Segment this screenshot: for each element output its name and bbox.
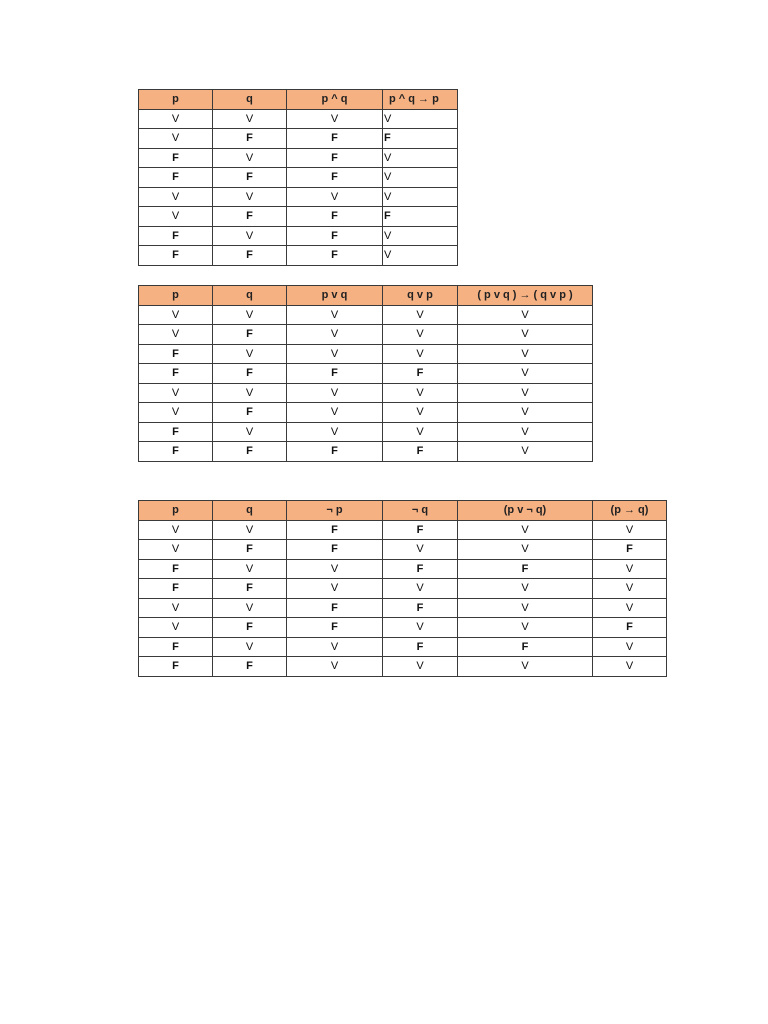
- table-cell: F: [139, 364, 213, 384]
- table-cell: V: [458, 598, 593, 618]
- table-cell: V: [139, 109, 213, 129]
- table-cell: V: [383, 383, 458, 403]
- table-cell: V: [287, 187, 383, 207]
- table-cell: V: [383, 540, 458, 560]
- table-cell: F: [139, 637, 213, 657]
- table-cell: V: [287, 422, 383, 442]
- table-cell: V: [287, 637, 383, 657]
- table-cell: F: [383, 559, 458, 579]
- table-cell: F: [139, 579, 213, 599]
- table-cell: V: [383, 109, 458, 129]
- table-row: [139, 422, 593, 442]
- table-cell: V: [213, 305, 287, 325]
- table-cell: V: [458, 657, 593, 677]
- table-cell: F: [139, 148, 213, 168]
- table-cell: F: [139, 559, 213, 579]
- table-cell: F: [287, 148, 383, 168]
- table-row: [139, 246, 458, 266]
- table-cell: V: [383, 148, 458, 168]
- table-row: [139, 226, 458, 246]
- header-cell: p ^ q → p: [383, 90, 458, 110]
- table-cell: F: [287, 618, 383, 638]
- table-cell: F: [287, 540, 383, 560]
- table-cell: V: [139, 187, 213, 207]
- table-cell: V: [593, 520, 667, 540]
- table-cell: F: [213, 325, 287, 345]
- table-cell: V: [287, 579, 383, 599]
- header-cell: (p → q): [593, 501, 667, 521]
- header-cell: q: [213, 90, 287, 110]
- table-header-row: [139, 286, 593, 306]
- header-cell: (p v ¬ q): [458, 501, 593, 521]
- table-cell: V: [139, 129, 213, 149]
- table-cell: V: [139, 383, 213, 403]
- table-cell: V: [213, 559, 287, 579]
- table-cell: V: [139, 618, 213, 638]
- table-cell: F: [287, 207, 383, 227]
- table-cell: V: [383, 226, 458, 246]
- table-cell: V: [213, 422, 287, 442]
- table-cell: V: [458, 579, 593, 599]
- table-cell: F: [213, 442, 287, 462]
- table-cell: V: [213, 109, 287, 129]
- table-row: [139, 207, 458, 227]
- table-cell: F: [213, 579, 287, 599]
- table-cell: V: [213, 598, 287, 618]
- table-cell: V: [139, 520, 213, 540]
- table-cell: F: [139, 422, 213, 442]
- table-cell: F: [213, 207, 287, 227]
- table-cell: V: [383, 618, 458, 638]
- truth-table-disjunction: [138, 285, 593, 462]
- header-cell: p v q: [287, 286, 383, 306]
- table-cell: F: [213, 657, 287, 677]
- table-cell: V: [383, 168, 458, 188]
- header-cell: ¬ q: [383, 501, 458, 521]
- table-row: [139, 579, 667, 599]
- table-cell: F: [287, 168, 383, 188]
- header-cell: q: [213, 286, 287, 306]
- table-row: [139, 442, 593, 462]
- table-cell: F: [287, 520, 383, 540]
- table-cell: V: [213, 383, 287, 403]
- table-row: [139, 540, 667, 560]
- table-body: [139, 109, 458, 265]
- table-row: [139, 168, 458, 188]
- table-cell: F: [383, 598, 458, 618]
- table-cell: V: [458, 442, 593, 462]
- table-row: [139, 364, 593, 384]
- table-cell: F: [593, 540, 667, 560]
- table-cell: F: [139, 226, 213, 246]
- table-cell: F: [383, 129, 458, 149]
- table-row: [139, 559, 667, 579]
- table-cell: V: [213, 344, 287, 364]
- table-cell: F: [383, 520, 458, 540]
- table-cell: F: [213, 168, 287, 188]
- header-cell: q: [213, 501, 287, 521]
- table-cell: V: [458, 618, 593, 638]
- table-cell: V: [213, 637, 287, 657]
- table-cell: V: [139, 305, 213, 325]
- table-cell: F: [139, 168, 213, 188]
- table-cell: V: [213, 148, 287, 168]
- table-cell: F: [383, 364, 458, 384]
- table-cell: F: [287, 442, 383, 462]
- table-row: [139, 520, 667, 540]
- table-cell: V: [287, 403, 383, 423]
- table-cell: V: [458, 520, 593, 540]
- table-row: [139, 129, 458, 149]
- truth-table-negation: [138, 500, 667, 677]
- table-cell: V: [139, 598, 213, 618]
- table-cell: F: [139, 442, 213, 462]
- table-cell: V: [383, 579, 458, 599]
- table-cell: V: [287, 305, 383, 325]
- table-cell: V: [458, 344, 593, 364]
- table-cell: V: [383, 325, 458, 345]
- table-body: [139, 305, 593, 461]
- table-cell: F: [213, 618, 287, 638]
- table-cell: F: [458, 559, 593, 579]
- table-cell: F: [287, 246, 383, 266]
- table-cell: V: [593, 579, 667, 599]
- table-cell: V: [458, 325, 593, 345]
- table-cell: V: [139, 403, 213, 423]
- table-row: [139, 109, 458, 129]
- table-cell: F: [383, 442, 458, 462]
- table-cell: V: [593, 637, 667, 657]
- header-cell: p: [139, 286, 213, 306]
- table-cell: F: [139, 657, 213, 677]
- table-row: [139, 403, 593, 423]
- table-cell: F: [593, 618, 667, 638]
- table-cell: V: [139, 540, 213, 560]
- table-cell: V: [383, 246, 458, 266]
- table-row: [139, 598, 667, 618]
- table-cell: F: [213, 129, 287, 149]
- table-row: [139, 637, 667, 657]
- table-cell: V: [213, 520, 287, 540]
- table-cell: F: [213, 246, 287, 266]
- table-cell: V: [593, 559, 667, 579]
- table-header-row: [139, 90, 458, 110]
- table-cell: F: [139, 344, 213, 364]
- table-cell: F: [458, 637, 593, 657]
- table-row: [139, 325, 593, 345]
- table-cell: V: [287, 109, 383, 129]
- table-row: [139, 187, 458, 207]
- table-cell: F: [287, 598, 383, 618]
- table-cell: V: [458, 422, 593, 442]
- table-row: [139, 657, 667, 677]
- table-cell: V: [287, 344, 383, 364]
- table-cell: F: [213, 364, 287, 384]
- table-cell: V: [213, 187, 287, 207]
- table-row: [139, 344, 593, 364]
- table-cell: V: [139, 207, 213, 227]
- header-cell: p: [139, 90, 213, 110]
- table-cell: V: [213, 226, 287, 246]
- table-cell: V: [287, 657, 383, 677]
- table-header-row: [139, 501, 667, 521]
- table-body: [139, 520, 667, 676]
- table-cell: V: [458, 540, 593, 560]
- table-cell: F: [139, 246, 213, 266]
- table-cell: V: [287, 325, 383, 345]
- table-cell: F: [383, 637, 458, 657]
- table-cell: V: [287, 559, 383, 579]
- header-cell: ( p v q ) → ( q v p ): [458, 286, 593, 306]
- header-cell: p ^ q: [287, 90, 383, 110]
- table-cell: F: [287, 129, 383, 149]
- header-cell: p: [139, 501, 213, 521]
- table-cell: V: [383, 422, 458, 442]
- table-row: [139, 305, 593, 325]
- table-cell: F: [213, 540, 287, 560]
- table-cell: V: [458, 305, 593, 325]
- table-cell: V: [383, 305, 458, 325]
- header-cell: q v p: [383, 286, 458, 306]
- table-cell: V: [139, 325, 213, 345]
- table-cell: F: [213, 403, 287, 423]
- table-cell: V: [383, 344, 458, 364]
- table-cell: F: [287, 364, 383, 384]
- table-cell: V: [287, 383, 383, 403]
- table-cell: V: [593, 657, 667, 677]
- table-cell: F: [287, 226, 383, 246]
- table-cell: V: [458, 364, 593, 384]
- table-cell: F: [383, 207, 458, 227]
- table-cell: V: [383, 657, 458, 677]
- table-row: [139, 618, 667, 638]
- table-row: [139, 148, 458, 168]
- truth-table-conjunction: [138, 89, 458, 266]
- table-cell: V: [458, 383, 593, 403]
- table-cell: V: [593, 598, 667, 618]
- table-row: [139, 383, 593, 403]
- table-cell: V: [383, 187, 458, 207]
- header-cell: ¬ p: [287, 501, 383, 521]
- table-cell: V: [383, 403, 458, 423]
- table-cell: V: [458, 403, 593, 423]
